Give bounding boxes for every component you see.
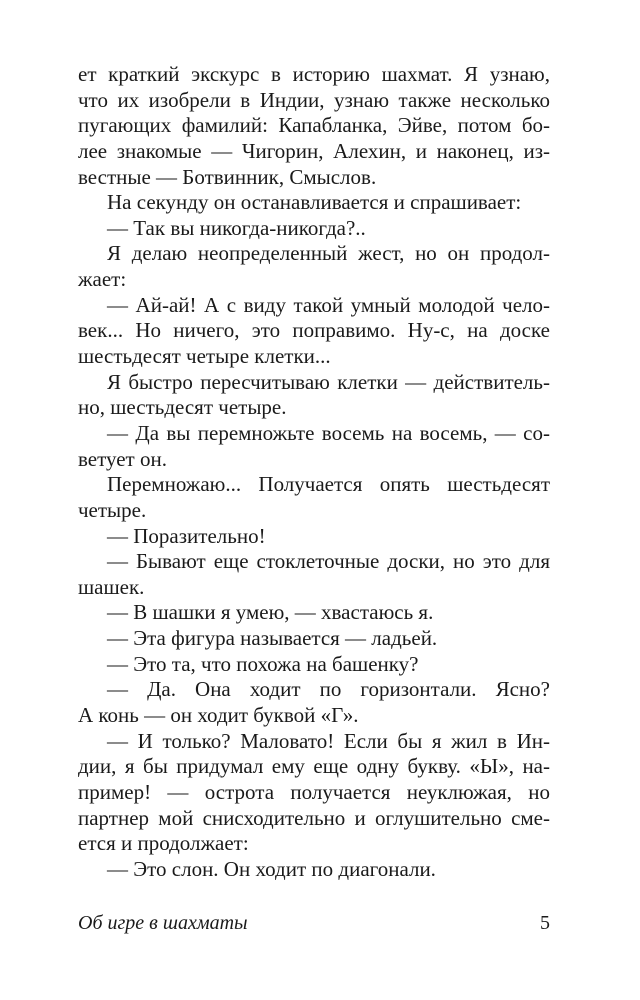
text-line: ется и продолжает: (78, 831, 249, 856)
text-line: — В шашки я умею, — хвастаюсь я. (107, 600, 434, 625)
body-text (78, 62, 550, 883)
text-line: ет краткий экскурс в историю шахмат. Я узнаю, (78, 62, 550, 86)
text-line: — Поразительно! (107, 523, 266, 548)
text-line: — Это та, что похожа на башенку? (107, 651, 419, 676)
text-line: — Бывают еще стоклеточные доски, но это для (107, 549, 550, 574)
text-line: — Да вы перемножьте восемь на восемь, — со- (107, 420, 550, 445)
text-line: вестные — Ботвинник, Смыслов. (78, 164, 377, 189)
text-line: — Так вы никогда-никогда?.. (107, 215, 366, 240)
text-line: Я быстро пересчитываю клетки — действитель- (107, 369, 550, 394)
text-line: пугающих фамилий: Капабланка, Эйве, потом бо- (78, 113, 550, 138)
text-line: Перемножаю... Получается опять шестьдесят (107, 472, 550, 497)
text-line: — Да. Она ходит по горизонтали. Ясно? (107, 677, 550, 702)
text-line: — Ай-ай! А с виду такой умный молодой чело- (107, 292, 550, 317)
text-line: четыре. (78, 497, 147, 522)
text-line: — Эта фигура называется — ладьей. (107, 626, 438, 651)
page-number: 5 (540, 912, 550, 934)
text-line: — Это слон. Он ходит по диагонали. (107, 856, 436, 881)
text-line: партнер мой снисходительно и оглушительно сме- (78, 805, 550, 830)
text-line: лее знакомые — Чигорин, Алехин, и наконец, из- (78, 138, 550, 163)
text-line: жает: (78, 267, 127, 292)
text-line: ветует он. (78, 446, 167, 471)
text-line: пример! — острота получается неуклюжая, но (78, 779, 550, 804)
page-footer (78, 912, 550, 938)
text-line: дии, я бы придумал ему еще одну букву. «Ы», на- (78, 754, 550, 779)
text-line: шашек. (78, 574, 145, 599)
text-line: А конь — он ходит буквой «Г». (78, 703, 359, 728)
text-line: но, шестьдесят четыре. (78, 395, 287, 420)
text-line: Я делаю неопределенный жест, но он продол- (107, 241, 550, 266)
running-title: Об игре в шахматы (78, 912, 248, 934)
text-line: На секунду он останавливается и спрашивает: (107, 190, 522, 215)
text-line: век... Но ничего, это поправимо. Ну-с, на доске (78, 318, 550, 343)
text-line: что их изобрели в Индии, узнаю также несколько (78, 87, 550, 112)
text-line: — И только? Маловато! Если бы я жил в Ин- (107, 728, 550, 753)
text-line: шестьдесят четыре клетки... (78, 344, 331, 369)
